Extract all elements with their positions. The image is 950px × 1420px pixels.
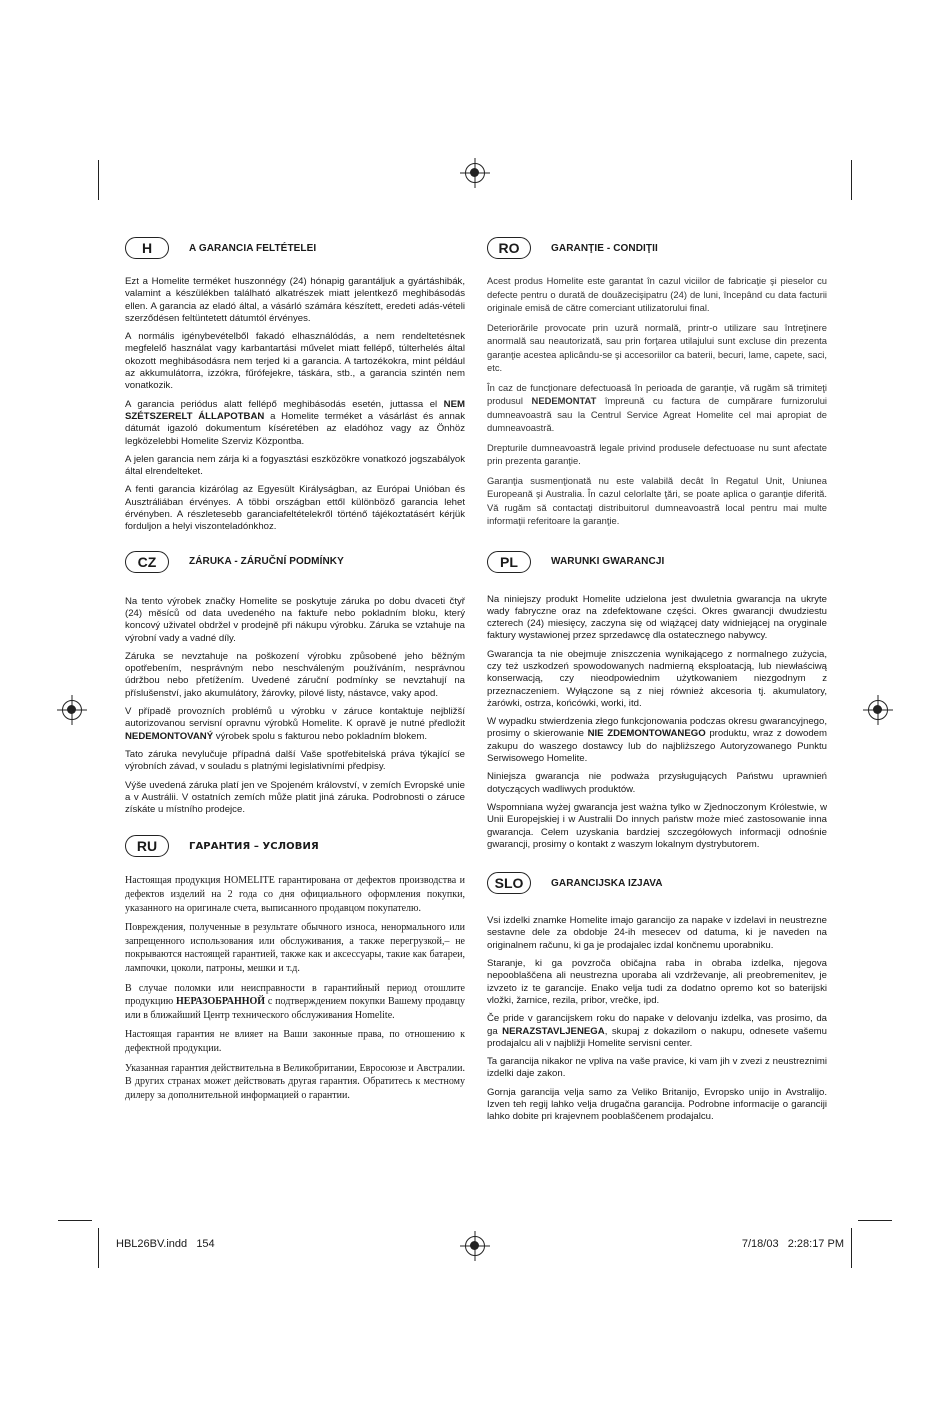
section-slo (487, 871, 827, 1123)
section-title: GARANŢIE - CONDIŢII (551, 242, 658, 254)
section-header (487, 550, 827, 574)
paragraph: Gornja garancija velja samo za Veliko Britanijo, Evropsko unijo in Avstralijo. Izven teh regij lahko velja drugačna garancija. Podrobne informacije o garanciji lahko dobite pri krajevnem pooblaščenem prodajalcu. (487, 1086, 827, 1123)
paragraph: A normális igénybevételből fakadó elhasználódás, a nem rendeltetésnek megfelelő használat vagy karbantartási művelet miatt fellépő, túlterhelés által okozott meghibásodásra nem terjed ki a garancia. A tartozékokra, mint például az akkumulátorra, izzókra, fűrófejekre, táskára, stb., a garancia szintén nem vonatkozik. (125, 331, 465, 392)
paragraph: В случае поломки или неисправности в гарантийный период отошлите продукцию НЕРАЗОБРАННОЙ с подтверждением покупки Вашему продавцу или в ближайший Центр технического обслуживания Homelite. (125, 982, 465, 1021)
paragraph: Niniejsza gwarancja nie podważa przysługujących Państwu uprawnień dotyczących wadliwych produktów. (487, 771, 827, 795)
registration-mark-bottom-icon (465, 1236, 485, 1256)
paragraph: Указанная гарантия действительна в Великобритании, Евросоюзе и Австралии. В других странах может действовать другая гарантия. Обратитесь к местному дилеру за дополнительной информацией о гарантии. (125, 1062, 465, 1101)
right-column (487, 236, 827, 1138)
language-badge: RU (125, 835, 169, 857)
section-pl (487, 550, 827, 852)
paragraph: Gwarancja ta nie obejmuje zniszczenia wynikającego z normalnego zużycia, czy też uszkodzeń spowodowanych nadmierną eksploatacją, lub niewłaściwą konserwacją, czy nieodpowiednim użytkowaniem niezgodnym z przeznaczeniem. Wyłączone są z niej również akcesoria tj. akumulatory, żarówki, ostrza, końcówki, worki, itd. (487, 648, 827, 709)
paragraph: Na tento výrobek značky Homelite se poskytuje záruka po dobu dvaceti čtyř (24) měsíců od data uvedeného na faktuře nebo pokladním bloku, který koncový uživatel obdržel v prodejně při nákupu výrobku. Záruka se vztahuje na výrobní vady a vadné díly. (125, 595, 465, 644)
section-title: ГАРАНТИЯ – УСЛОВИЯ (189, 840, 319, 852)
registration-mark-left-icon (62, 700, 82, 720)
section-header (125, 236, 465, 260)
paragraph: Drepturile dumneavoastră legale privind produsele defectuoase nu sunt afectate prin prezenta garanţie. (487, 441, 827, 466)
paragraph: Настоящая продукция HOMELITE гарантирована от дефектов производства и дефектов изделий на 2 года со дня официального оформления покупки, указанного на оригинале счета, выписанного продавцом покупателю. (125, 875, 465, 914)
registration-mark-top-icon (465, 163, 485, 183)
section-ro (487, 236, 827, 528)
paragraph: Настоящая гарантия не влияет на Ваши законные права, по отношению к дефектной продукции. (125, 1029, 465, 1054)
paragraph: Acest produs Homelite este garantat în cazul viciilor de fabricaţie şi pieselor cu defecte pentru o durată de douăzecişipatru (24) de luni, începând cu data facturii originale emisă de către comerciant utilizatorului final. (487, 275, 827, 313)
paragraph: A jelen garancia nem zárja ki a fogyasztási eszközökre vonatkozó jogszabályok által elrendelteket. (125, 453, 465, 478)
section-header (487, 871, 827, 895)
section-title: A GARANCIA FELTÉTELEI (189, 242, 317, 254)
paragraph: Deteriorările provocate prin uzură normală, printr-o utilizare sau întreţinere anormală sau neautorizată, sau prin forţarea utilajului sunt excluse din prezenta garanţie acestea aplicându-se şi accesoriilor ca baterii, becuri, lame, capete, saci, etc. (487, 321, 827, 373)
crop-mark-bottom-left-h (58, 1220, 92, 1221)
language-badge: PL (487, 551, 531, 573)
section-ru (125, 834, 465, 1102)
paragraph: Wspomniana wyżej gwarancja jest ważna tylko w Zjednoczonym Królestwie, w Unii Europejskiej i w Australii Do innych państw może mieć zastosowanie inna gwarancja. Celem uzyskania bardziej szczegółowych informacji odnośnie gwarancji, prosimy o kontakt z waszym lokalnym dystrybutorem. (487, 801, 827, 850)
footer-file-name: HBL26BV.indd 154 (116, 1238, 215, 1250)
paragraph: Повреждения, полученные в результате обычного износа, ненормального или запрещенного использования или обслуживания, а также перегрузкой,– не покрываются настоящей гарантией, также как и аксессуары, такие как батареи, лампочки, цоколи, патроны, мешки и т.д. (125, 922, 465, 974)
paragraph: Tato záruka nevylučuje případná další Vaše spotřebitelská práva týkající se výrobních závad, v souladu s platnými legislativními předpisy. (125, 748, 465, 773)
crop-mark-bottom-right-h (858, 1220, 892, 1221)
paragraph: În caz de funcţionare defectuoasă în perioada de garanţie, vă rugăm să trimiteţi produsul NEDEMONTAT împreună cu factura de cumpărare furnizorului dumneavoastră sau la Centrul Service Agreat Homelite cel mai apropiat de dumneavoastră. (487, 381, 827, 433)
footer-timestamp: 7/18/03 2:28:17 PM (741, 1238, 844, 1250)
paragraph: V případě provozních problémů u výrobku v záruce kontaktuje nejbližší autorizovanou servisní opravnu výrobků Homelite. K opravě je nutné předložit NEDEMONTOVANÝ výrobek spolu s fakturou nebo pokladním blokem. (125, 706, 465, 742)
section-cz (125, 550, 465, 817)
language-badge: RO (487, 237, 531, 259)
crop-mark-top-right (851, 160, 852, 200)
section-title: WARUNKI GWARANCJI (551, 556, 665, 567)
paragraph: A fenti garancia kizárólag az Egyesült Királyságban, az Európai Unióban és Ausztráliában érvényes. A többi országban ettől különböző garancia lehet érvényben. A részletesebb garanciafeltételekről történő tájékoztatásért kérjük forduljon a helyi viszonteladónkhoz. (125, 484, 465, 533)
paragraph: W wypadku stwierdzenia złego funkcjonowania podczas okresu gwarancyjnego, prosimy o skierowanie NIE ZDEMONTOWANEGO produktu, wraz z dowodem zakupu do waszego dostawcy lub do najbliższego Autoryzowanego Punktu Serwisowego Homelite. (487, 716, 827, 765)
paragraph: Záruka se nevztahuje na poškození výrobku způsobené jeho běžným opotřebením, nesprávným nebo neschváleným používáním, nesprávnou údržbou nebo přetížením. Uvedené záruční podmínky se nevztahují na příslušenství, jako akumulátory, žárovky, pilové listy, nástavce, vaky apod. (125, 650, 465, 699)
left-column (125, 236, 465, 1116)
language-badge: H (125, 237, 169, 259)
registration-mark-right-icon (868, 700, 888, 720)
paragraph: Ezt a Homelite terméket huszonnégy (24) hónapig garantáljuk a gyártáshibák, valamint a készülékben található alkatrészek miatt jelentkező meghibásodás ellen. A garancia az eladó által, a vásárló számára készített, eredeti adás-vételi szerződésen feltüntetett dátumtól érvényes. (125, 276, 465, 324)
section-header (487, 236, 827, 260)
paragraph: A garancia periódus alatt fellépő meghibásodás esetén, juttassa el NEM SZÉTSZERELT ÁLLAPOTBAN a Homelite terméket a vásárlást és annak dátumát igazoló dokumentum kíséretében az eladóhoz vagy az Önhöz legközelebbi Homelite Szerviz Központba. (125, 398, 466, 447)
crop-mark-bottom-right-v (851, 1228, 852, 1268)
section-header (125, 834, 465, 858)
language-badge: SLO (487, 872, 531, 894)
language-badge: CZ (125, 551, 169, 573)
paragraph: Vsi izdelki znamke Homelite imajo garancijo za napake v izdelavi in neustrezne sestavne dele za obdobje 24-ih mesecev od datuma, ki je naveden na originalnem računu, ki ga je prodajalec izdal končnemu uporabniku. (487, 915, 827, 951)
crop-mark-top-left (98, 160, 99, 200)
paragraph: Na niniejszy produkt Homelite udzielona jest dwuletnia gwarancja na ukryte wady fabryczne oraz na zdefektowane części. Okres gwarancji dwudziestu czterech (24) miesięcy, zaczyna się od wiążącej daty widniejącej na oryginale faktury wystawionej przez sprzedawcę dla ostatecznego nabywcy. (487, 593, 827, 642)
section-h (125, 236, 465, 534)
paragraph: Če pride v garancijskem roku do napake v delovanju izdelka, vas prosimo, da ga NERAZSTAVLJENEGA, skupaj z dokazilom o nakupu, odnesete vašemu prodajalcu ali v najbližji Homelite servisni center. (487, 1013, 827, 1049)
section-title: ZÁRUKA - ZÁRUČNÍ PODMÍNKY (189, 556, 344, 568)
section-title: GARANCIJSKA IZJAVA (551, 877, 663, 889)
paragraph: Staranje, ki ga povzroča običajna raba in obraba izdelka, njegova nepooblaščena ali neustrezna uporaba ali vzdrževanje, ali preobremenitev, je izvzeto iz te garancije. Enako velja tudi za dodatno opremo kot so baterijski vložki, žarnice, rezila, pribor, vrečke, ipd. (487, 958, 827, 1006)
paragraph: Garanţia susmenţionată nu este valabilă decât în Regatul Unit, Uniunea Europeană şi Australia. În cazul celorlalte ţări, se poate aplica o garanţie diferită. Vă rugăm să contactaţi distribuitorul dumneavoastră local pentru mai multe informaţii referitoare la garanţie. (487, 474, 827, 526)
section-header (125, 550, 465, 574)
crop-mark-bottom-left-v (98, 1228, 99, 1268)
paragraph: Ta garancija nikakor ne vpliva na vaše pravice, ki vam jih v zvezi z neustreznimi izdelki daje zakon. (487, 1056, 827, 1080)
paragraph: Výše uvedená záruka platí jen ve Spojeném království, v zemích Evropské unie a v Austrálii. V ostatních zemích může platit jiná záruka. Podrobnosti o záruce získáte u místního prodejce. (125, 779, 465, 816)
